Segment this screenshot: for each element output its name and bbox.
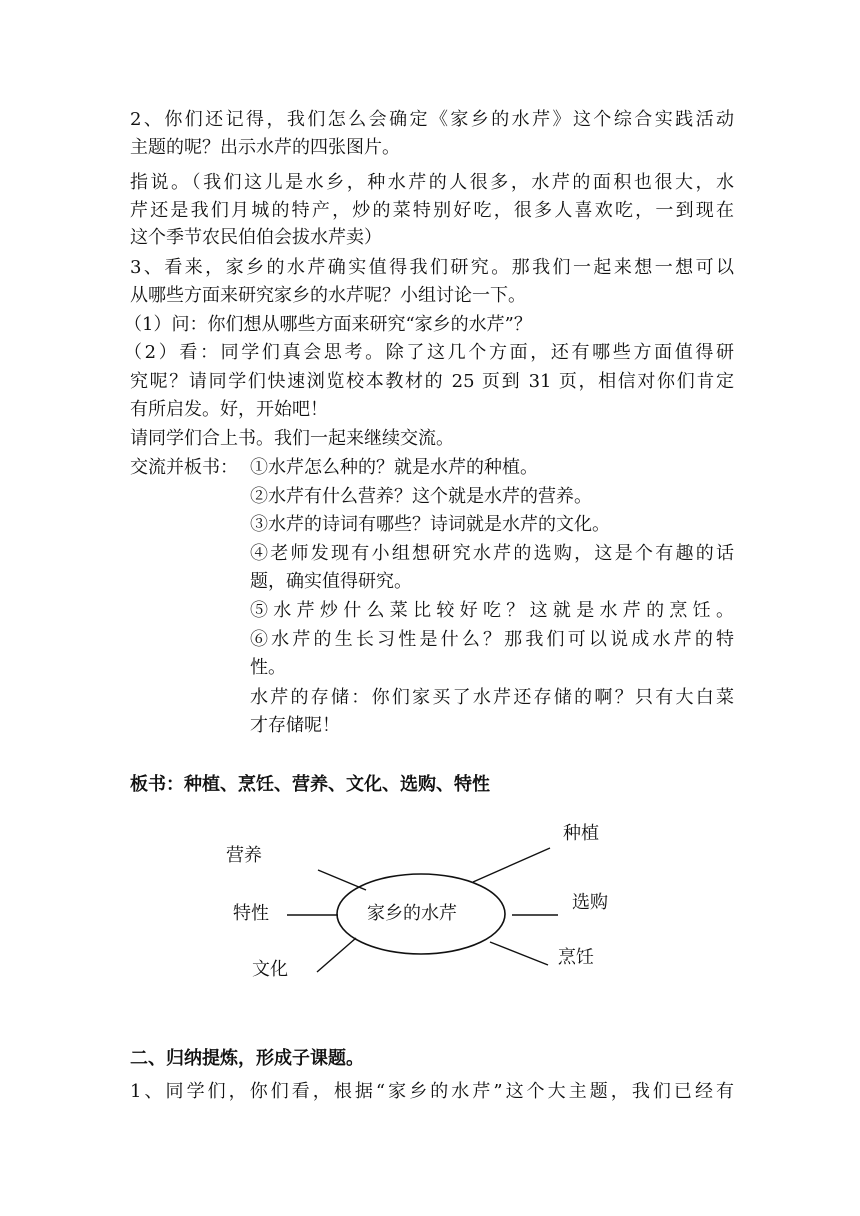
ask-line: （1）问：你们想从哪些方面来研究“家乡的水芹”？ [124, 314, 532, 335]
node-purchase: 选购 [572, 892, 608, 913]
pointing-line-1: 指说。（我们这儿是水乡，种水芹的人很多，水芹的面积也很大，水 [130, 172, 734, 193]
section-2-heading: 二、归纳提炼，形成子课题。 [130, 1048, 364, 1069]
branch-line-planting [473, 848, 550, 882]
storage-line-2: 才存储呢！ [250, 715, 340, 736]
exchange-prefix: 交流并板书： [130, 457, 238, 478]
paragraph-3-line-1: 3、看来，家乡的水芹确实值得我们研究。那我们一起来想一想可以 [130, 257, 734, 278]
node-trait: 特性 [233, 903, 269, 924]
look-line-1: （2）看：同学们真会思考。除了这几个方面，还有哪些方面值得研 [124, 342, 734, 363]
look-line-2: 究呢？请同学们快速浏览校本教材的 25 页到 31 页，相信对你们肯定 [130, 371, 734, 392]
node-nutrition: 营养 [226, 845, 262, 866]
list-item-trait-line-1: ⑥水芹的生长习性是什么？那我们可以说成水芹的特 [250, 629, 734, 650]
look-line-3: 有所启发。好，开始吧！ [130, 399, 328, 420]
pointing-line-3: 这个季节农民伯伯会拔水芹卖） [130, 227, 382, 248]
node-planting: 种植 [563, 823, 599, 844]
paragraph-3-line-2: 从哪些方面来研究家乡的水芹呢？小组讨论一下。 [130, 285, 526, 306]
paragraph-2-line-1: 2、你们还记得，我们怎么会确定《家乡的水芹》这个综合实践活动 [130, 109, 734, 130]
mind-map-diagram [0, 810, 860, 1010]
list-item-nutrition: ②水芹有什么营养？这个就是水芹的营养。 [250, 486, 592, 507]
list-item-culture: ③水芹的诗词有哪些？诗词就是水芹的文化。 [250, 514, 610, 535]
list-item-trait-line-2: 性。 [250, 657, 286, 678]
pointing-line-2: 芹还是我们月城的特产，炒的菜特别好吃，很多人喜欢吃，一到现在 [130, 200, 734, 221]
paragraph-2-line-2: 主题的呢？出示水芹的四张图片。 [130, 137, 400, 158]
node-cooking: 烹饪 [558, 947, 594, 968]
list-item-cooking: ⑤水芹炒什么菜比较好吃？这就是水芹的烹饪。 [250, 600, 734, 621]
list-item-purchase-line-1: ④老师发现有小组想研究水芹的选购，这是个有趣的话 [250, 543, 734, 564]
branch-line-culture [317, 938, 356, 972]
list-item-purchase-line-2: 题，确实值得研究。 [250, 571, 412, 592]
branch-line-nutrition [318, 870, 366, 890]
board-summary: 板书：种植、烹饪、营养、文化、选购、特性 [130, 774, 490, 795]
close-book-line: 请同学们合上书。我们一起来继续交流。 [130, 428, 454, 449]
center-label: 家乡的水芹 [367, 903, 457, 924]
last-line: 1、同学们，你们看，根据“家乡的水芹”这个大主题，我们已经有 [130, 1081, 734, 1102]
branch-line-cooking [490, 942, 548, 965]
storage-line-1: 水芹的存储：你们家买了水芹还存储的啊？只有大白菜 [250, 687, 734, 708]
node-culture: 文化 [252, 959, 288, 980]
list-item-planting: ①水芹怎么种的？就是水芹的种植。 [250, 457, 538, 478]
